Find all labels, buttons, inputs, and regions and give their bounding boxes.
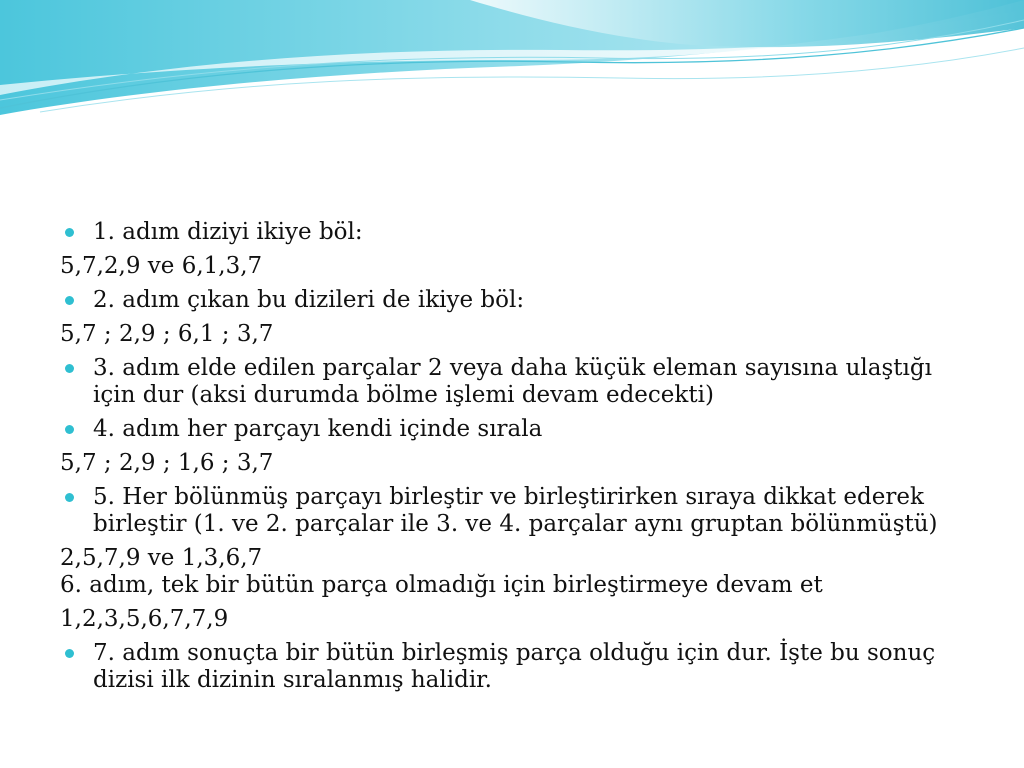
item-text: 2,5,7,9 ve 1,3,6,7 — [60, 545, 263, 571]
item-text: 5. Her bölünmüş parçayı birleştir ve birleştirirken sıraya dikkat ederek birleştir (1. ve 2. parçalar ile 3. ve 4. parçalar aynı gruptan bölünmüştü) — [93, 484, 938, 537]
item-text: 1,2,3,5,6,7,7,9 — [60, 606, 229, 632]
bullet-item — [60, 416, 970, 443]
bullet-item — [60, 484, 970, 538]
item-text: 5,7,2,9 ve 6,1,3,7 — [60, 253, 263, 279]
item-text: 2. adım çıkan bu dizileri de ikiye böl: — [93, 287, 525, 313]
plain-line — [60, 253, 970, 280]
item-text: 4. adım her parçayı kendi içinde sırala — [93, 416, 543, 442]
bullet-dot-icon — [65, 649, 74, 658]
bullet-dot-icon — [65, 425, 74, 434]
plain-line — [60, 450, 970, 477]
item-text: 1. adım diziyi ikiye böl: — [93, 219, 363, 245]
bullet-item — [60, 355, 970, 409]
bullet-dot-icon — [65, 296, 74, 305]
plain-line — [60, 321, 970, 348]
item-text: 7. adım sonuçta bir bütün birleşmiş parça olduğu için dur. İşte bu sonuç dizisi ilk dizinin sıralanmış halidir. — [93, 640, 936, 693]
plain-line — [60, 606, 970, 633]
bullet-dot-icon — [65, 493, 74, 502]
item-text: 5,7 ; 2,9 ; 6,1 ; 3,7 — [60, 321, 274, 347]
bullet-item — [60, 287, 970, 314]
slide-body — [60, 219, 970, 694]
item-text: 6. adım, tek bir bütün parça olmadığı için birleştirmeye devam et — [60, 572, 823, 598]
plain-line — [60, 572, 970, 599]
item-text: 3. adım elde edilen parçalar 2 veya daha küçük eleman sayısına ulaştığı için dur (aksi durumda bölme işlemi devam edecekti) — [93, 355, 932, 408]
bullet-item — [60, 219, 970, 246]
item-text: 5,7 ; 2,9 ; 1,6 ; 3,7 — [60, 450, 274, 476]
header-wave-decoration — [0, 0, 1024, 130]
plain-line — [60, 545, 970, 572]
bullet-dot-icon — [65, 228, 74, 237]
bullet-dot-icon — [65, 364, 74, 373]
bullet-item — [60, 640, 970, 694]
